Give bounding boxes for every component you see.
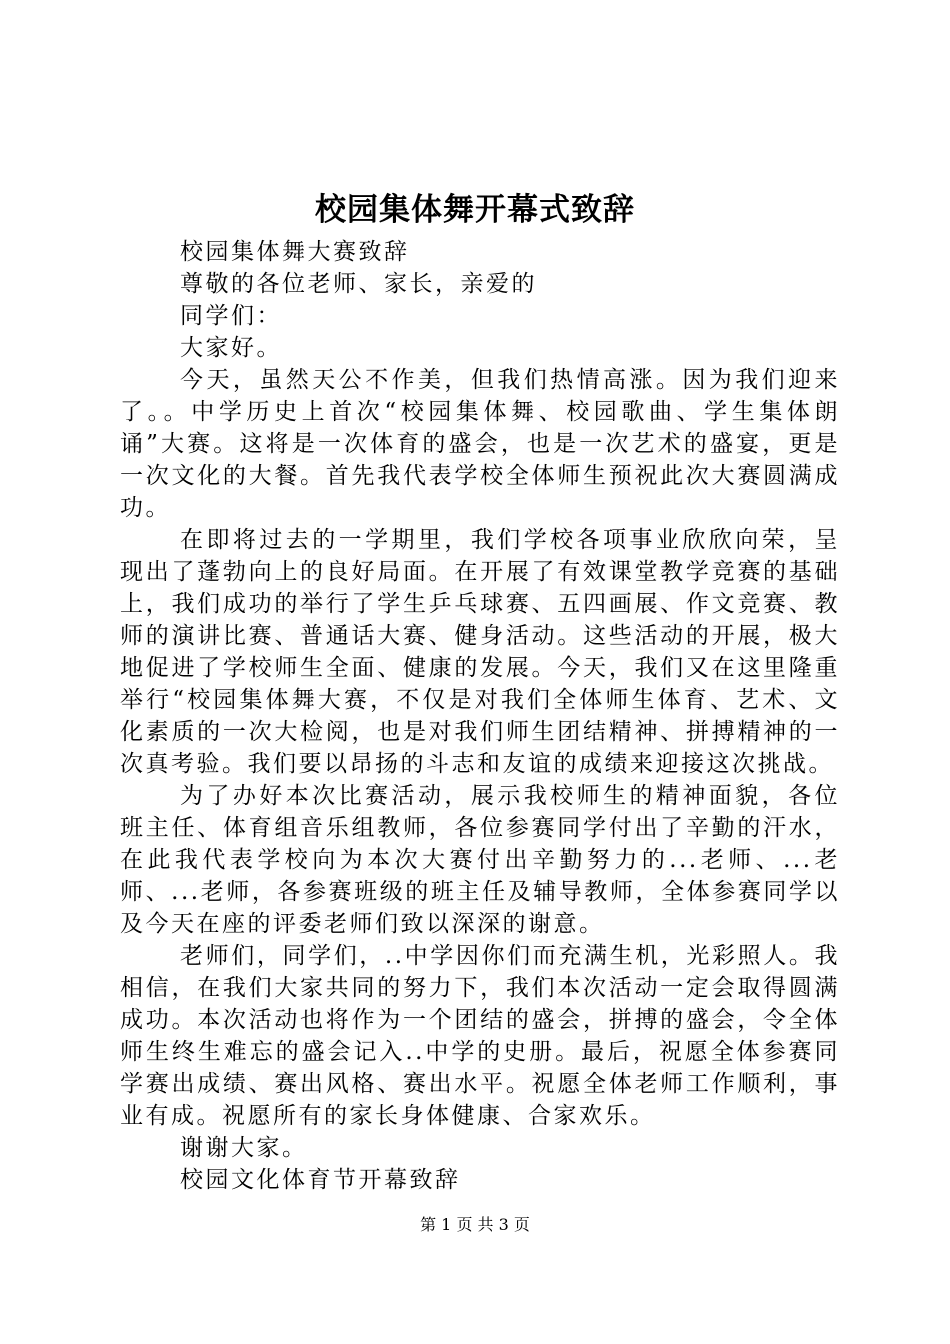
paragraph-5: 今天，虽然天公不作美，但我们热情高涨。因为我们迎来了。。中学历史上首次“校园集体舞、校园歌曲、学生集体朗诵”大赛。这将是一次体育的盛会，也是一次艺术的盛宴，更是一次文化的大餐。首先我代表学校全体师生预祝此次大赛圆满成功。 [120,367,840,521]
paragraph-4: 大家好。 [180,335,282,361]
paragraph-3: 同学们： [180,303,282,329]
paragraph-7: 为了办好本次比赛活动，展示我校师生的精神面貌，各位班主任、体育组音乐组教师，各位参赛同学付出了辛勤的汗水，在此我代表学校向为本次大赛付出辛勤努力的...老师、...老师、...老师，各参赛班级的班主任及辅导教师，全体参赛同学以及今天在座的评委老师们致以深深的谢意。 [120,783,840,937]
paragraph-2: 尊敬的各位老师、家长，亲爱的 [180,271,537,297]
document-body [120,236,840,1196]
document-title: 校园集体舞开幕式致辞 [315,192,635,228]
page-number: 第 1 页 共 3 页 [420,1215,530,1234]
paragraph-10: 校园文化体育节开幕致辞 [180,1167,461,1193]
paragraph-9: 谢谢大家。 [180,1135,308,1161]
paragraph-8: 老师们，同学们，..中学因你们而充满生机，光彩照人。我相信，在我们大家共同的努力下，我们本次活动一定会取得圆满成功。本次活动也将作为一个团结的盛会，拼搏的盛会，令全体师生终生难忘的盛会记入..中学的史册。最后，祝愿全体参赛同学赛出成绩、赛出风格、赛出水平。祝愿全体老师工作顺利，事业有成。祝愿所有的家长身体健康、合家欢乐。 [120,943,840,1129]
paragraph-1: 校园集体舞大赛致辞 [180,239,410,265]
paragraph-6: 在即将过去的一学期里，我们学校各项事业欣欣向荣，呈现出了蓬勃向上的良好局面。在开展了有效课堂教学竞赛的基础上，我们成功的举行了学生乒乓球赛、五四画展、作文竞赛、教师的演讲比赛、普通话大赛、健身活动。这些活动的开展，极大地促进了学校师生全面、健康的发展。今天，我们又在这里隆重举行“校园集体舞大赛，不仅是对我们全体师生体育、艺术、文化素质的一次大检阅，也是对我们师生团结精神、拼搏精神的一次真考验。我们要以昂扬的斗志和友谊的成绩来迎接这次挑战。 [120,527,840,777]
